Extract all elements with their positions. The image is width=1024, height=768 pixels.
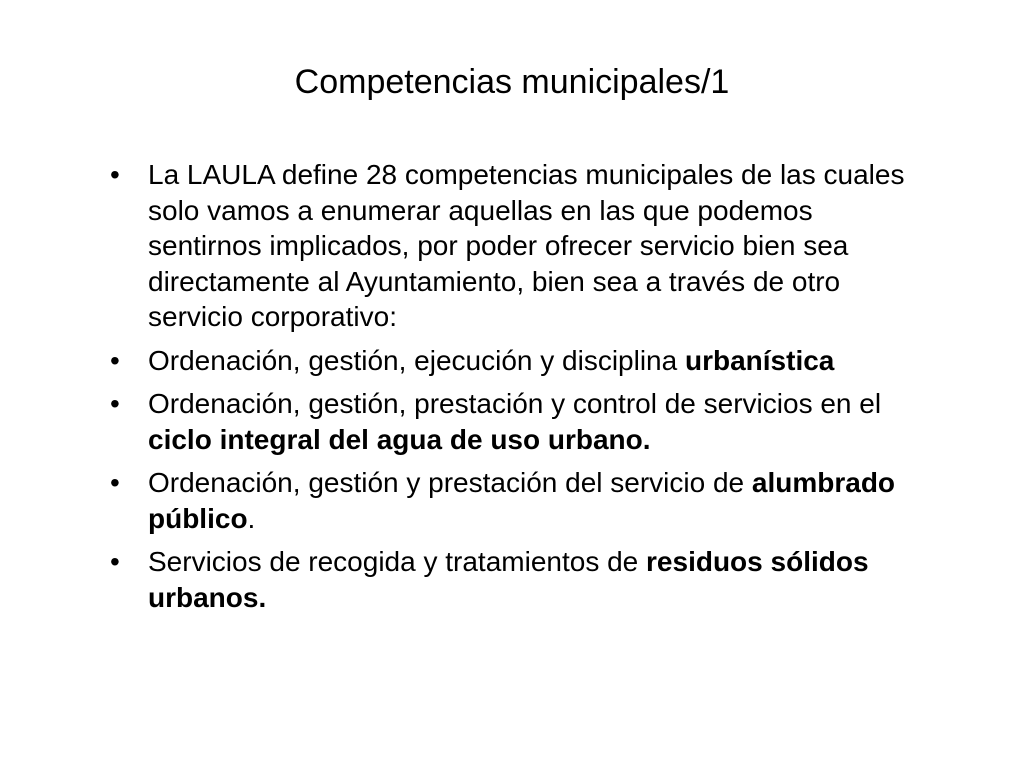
slide-title: Competencias municipales/1: [294, 63, 730, 101]
bullet-bold-text: ciclo integral del agua de uso urbano.: [148, 423, 651, 455]
bullet-dot-icon: •: [110, 546, 120, 577]
bullet-text: [148, 345, 834, 376]
bullet-plain-text: Ordenación, gestión, prestación y control de servicios en el: [148, 388, 882, 419]
bullet-plain-text: Ordenación, gestión y prestación del servicio de: [148, 467, 752, 498]
bullet-dot-icon: •: [110, 467, 120, 498]
bullet-item: [110, 386, 930, 457]
bullet-dot-icon: •: [110, 344, 120, 376]
bullet-bold-text: residuos sólidos urbanos.: [148, 546, 869, 613]
bullet-item: [110, 465, 930, 536]
bullet-plain-text: Servicios de recogida y tratamientos de: [148, 546, 647, 577]
bullet-text: [148, 159, 904, 332]
bullet-plain-text: La LAULA define 28 competencias municipales de las cuales solo vamos a enumerar aquellas en las que podemos sentirnos implicados, por poder ofrecer servicio bien sea directamente al Ayuntamiento, bien sea a través de otro servicio corporativo:: [148, 159, 905, 332]
bullet-bold-text: urbanística: [684, 344, 835, 376]
bullet-plain-text: Ordenación, gestión, ejecución y disciplina: [148, 344, 685, 376]
bullet-plain-text: .: [247, 502, 256, 534]
bullet-list: [110, 157, 930, 623]
bullet-dot-icon: •: [110, 388, 120, 419]
bullet-text: [148, 388, 881, 455]
bullet-item: [110, 157, 930, 335]
bullet-item: [110, 544, 930, 615]
bullet-item: [110, 343, 930, 379]
bullet-dot-icon: •: [110, 159, 120, 190]
bullet-text: [148, 546, 869, 613]
bullet-text: [148, 467, 895, 534]
bullet-bold-text: alumbrado público: [148, 467, 896, 534]
